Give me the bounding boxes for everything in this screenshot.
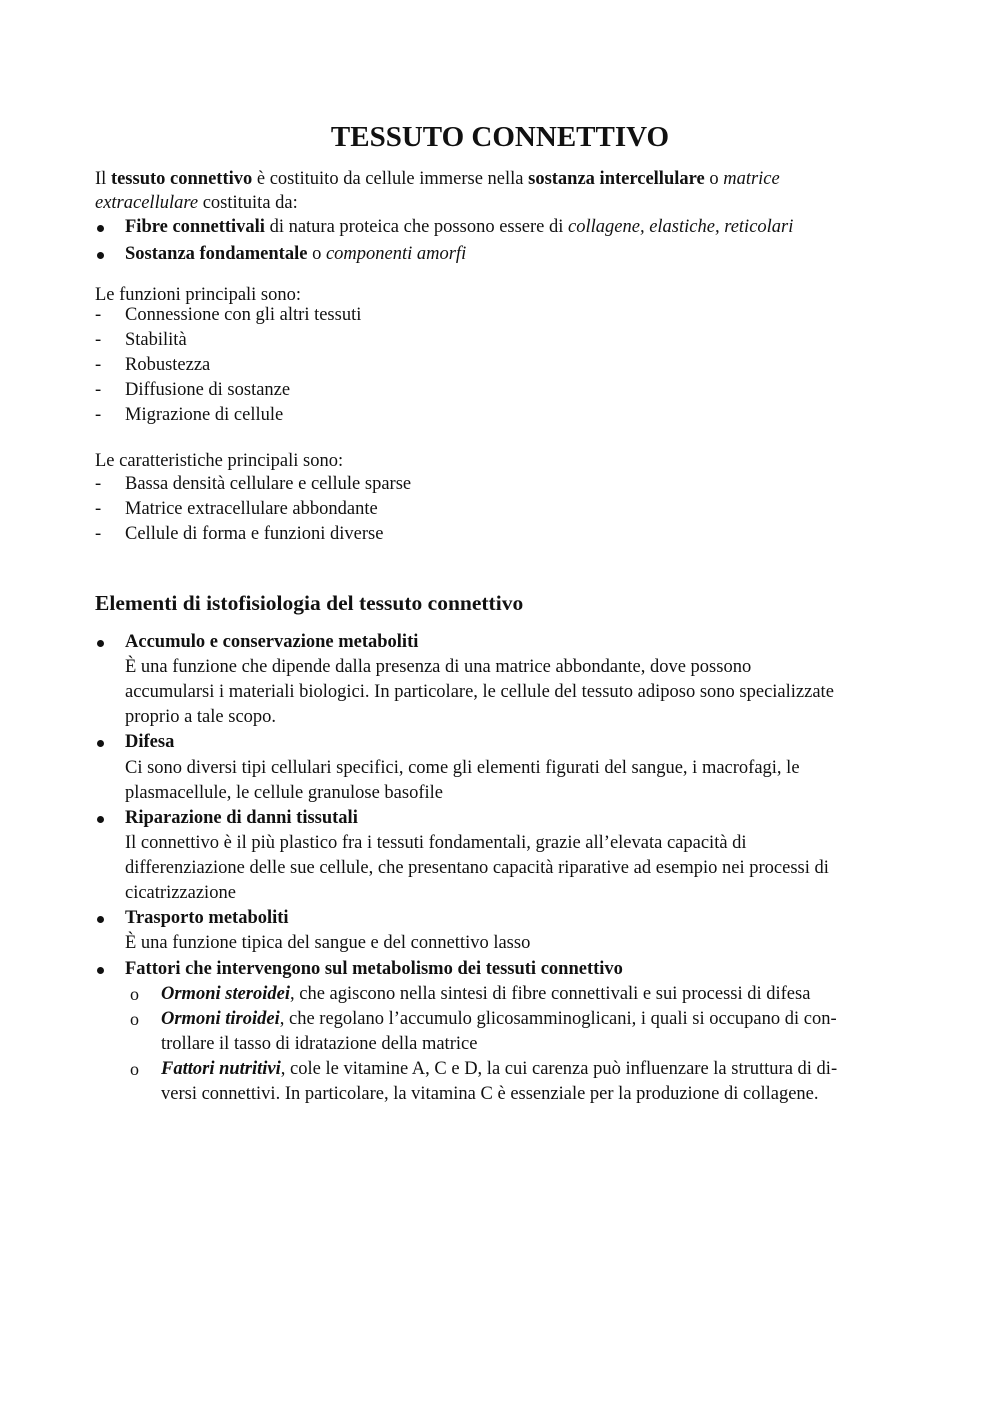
- factor-text: , che regolano l’accumulo glicosamminoglicani, i quali si occupano di con-: [279, 1009, 837, 1029]
- intro-line-1: [95, 167, 780, 192]
- bullet-icon: [97, 740, 104, 747]
- dash-icon: -: [95, 405, 102, 425]
- list-item: Robustezza: [125, 355, 211, 375]
- factor-item: [161, 982, 810, 1007]
- factor-item: [161, 1057, 837, 1082]
- factor-text: trollare il tasso di idratazione della matrice: [161, 1034, 478, 1054]
- intro-term: tessuto connettivo: [110, 169, 253, 189]
- list-item: [125, 242, 466, 267]
- factor-text: versi connettivi. In particolare, la vitamina C è essenziale per la produzione di collagene.: [161, 1084, 819, 1104]
- dash-icon: -: [95, 355, 102, 375]
- functions-heading: Le funzioni principali sono:: [95, 285, 302, 305]
- element-text: plasmacellule, le cellule granulose basofile: [125, 783, 443, 803]
- circle-bullet-icon: o: [130, 1059, 139, 1079]
- factor-term: Ormoni steroidei: [161, 984, 290, 1004]
- dash-icon: -: [95, 524, 102, 544]
- list-item: Connessione con gli altri tessuti: [125, 305, 362, 325]
- list-item: Matrice extracellulare abbondante: [125, 499, 378, 519]
- intro-line-2: [95, 191, 298, 216]
- section-title: Elementi di istofisiologia del tessuto connettivo: [95, 591, 524, 615]
- dash-icon: -: [95, 305, 102, 325]
- intro-text: è costituito da cellule immerse nella: [252, 169, 529, 189]
- item-italic: collagene, elastiche, reticolari: [568, 217, 794, 237]
- item-term: Sostanza fondamentale: [125, 244, 308, 264]
- bullet-icon: [97, 252, 104, 259]
- intro-text: costituita da:: [198, 193, 298, 213]
- factor-text: , cole le vitamine A, C e D, la cui carenza può influenzare la struttura di di-: [280, 1059, 838, 1079]
- element-text: accumularsi i materiali biologici. In particolare, le cellule del tessuto adiposo sono specializzate: [125, 682, 834, 702]
- item-text: di natura proteica che possono essere di: [264, 217, 569, 237]
- intro-text: o: [704, 169, 724, 189]
- dash-icon: -: [95, 380, 102, 400]
- list-item: Bassa densità cellulare e cellule sparse: [125, 474, 412, 494]
- intro-term: sostanza intercellulare: [528, 169, 705, 189]
- element-text: È una funzione tipica del sangue e del connettivo lasso: [125, 933, 531, 953]
- page-title: TESSUTO CONNETTIVO: [330, 121, 670, 153]
- element-text: Ci sono diversi tipi cellulari specifici, come gli elementi figurati del sangue, i macrofagi, le: [125, 758, 800, 778]
- item-italic: componenti amorfi: [325, 244, 467, 264]
- factor-term: Fattori nutritivi: [161, 1059, 281, 1079]
- bullet-icon: [97, 816, 104, 823]
- element-text: Il connettivo è il più plastico fra i tessuti fondamentali, grazie all’elevata capacità di: [125, 833, 747, 853]
- intro-italic: matrice: [723, 169, 780, 189]
- list-item: [125, 215, 793, 240]
- bullet-icon: [97, 640, 104, 647]
- element-text: cicatrizzazione: [125, 883, 236, 903]
- bullet-icon: [97, 916, 104, 923]
- element-heading: Riparazione di danni tissutali: [125, 808, 358, 828]
- element-text: proprio a tale scopo.: [125, 707, 277, 727]
- circle-bullet-icon: o: [130, 1009, 139, 1029]
- dash-icon: -: [95, 474, 102, 494]
- element-heading: Trasporto metaboliti: [125, 908, 289, 928]
- dash-icon: -: [95, 330, 102, 350]
- factor-term: Ormoni tiroidei: [161, 1009, 280, 1029]
- item-text: o: [307, 244, 326, 264]
- element-text: È una funzione che dipende dalla presenza di una matrice abbondante, dove possono: [125, 657, 752, 677]
- element-heading: Difesa: [125, 732, 175, 752]
- list-item: Migrazione di cellule: [125, 405, 284, 425]
- item-term: Fibre connettivali: [125, 217, 265, 237]
- characteristics-heading: Le caratteristiche principali sono:: [95, 451, 344, 471]
- element-heading: Accumulo e conservazione metaboliti: [125, 632, 419, 652]
- intro-italic: extracellulare: [95, 193, 199, 213]
- list-item: Cellule di forma e funzioni diverse: [125, 524, 384, 544]
- list-item: Stabilità: [125, 330, 187, 350]
- list-item: Diffusione di sostanze: [125, 380, 291, 400]
- element-heading: Fattori che intervengono sul metabolismo dei tessuti connettivo: [125, 959, 623, 979]
- factor-text: , che agiscono nella sintesi di fibre connettivali e sui processi di difesa: [290, 984, 811, 1004]
- dash-icon: -: [95, 499, 102, 519]
- circle-bullet-icon: o: [130, 984, 139, 1004]
- element-text: differenziazione delle sue cellule, che presentano capacità riparative ad esempio nei processi di: [125, 858, 829, 878]
- bullet-icon: [97, 967, 104, 974]
- bullet-icon: [97, 225, 104, 232]
- intro-text: Il: [95, 169, 111, 189]
- factor-item: [161, 1007, 837, 1032]
